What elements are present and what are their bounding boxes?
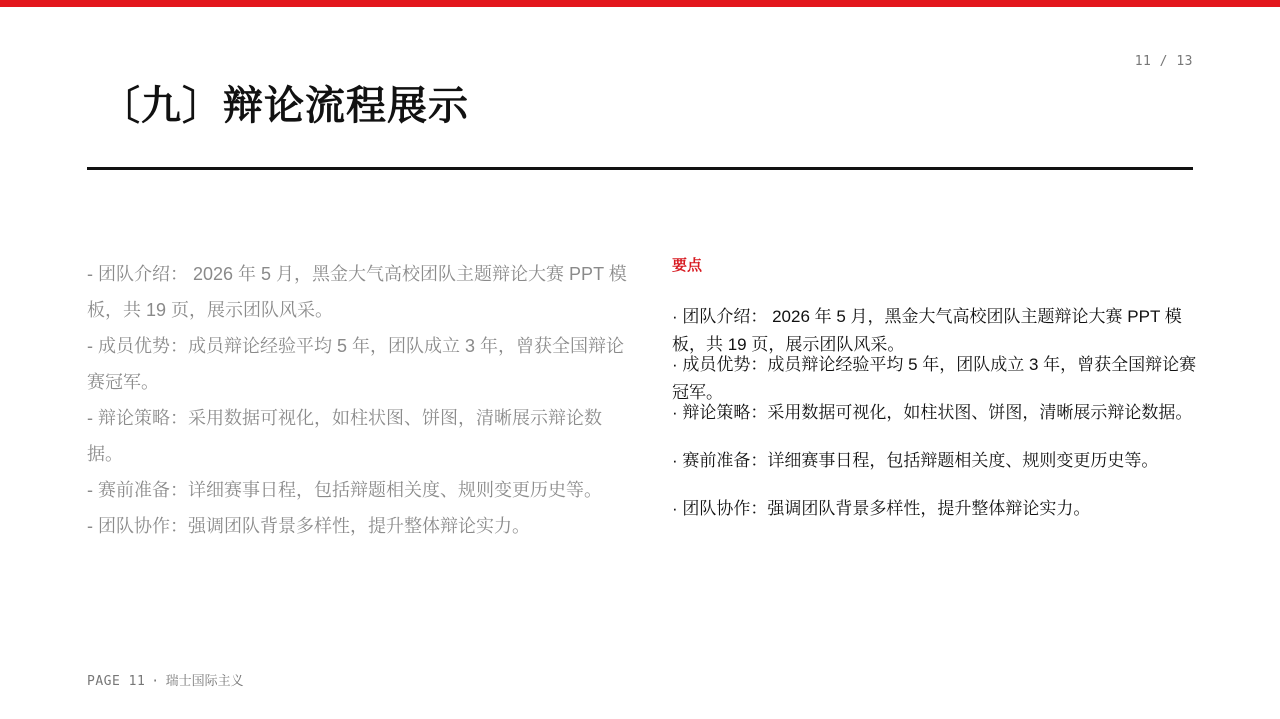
key-point-preparation: · 赛前准备：详细赛事日程，包括辩题相关度、规则变更历史等。 [672, 451, 1159, 470]
content-item-member-strengths: - 成员优势：成员辩论经验平均 5 年，团队成立 3 年，曾获全国辩论赛冠军。 [87, 336, 625, 392]
key-point-member-strengths: · 成员优势：成员辩论经验平均 5 年，团队成立 3 年，曾获全国辩论赛冠军。 [672, 355, 1197, 402]
footer-separator: · [151, 674, 160, 689]
key-points-list [672, 303, 1202, 543]
key-point-team-intro: · 团队介绍： 2026 年 5 月，黑金大气高校团队主题辩论大赛 PPT 模板，共 19 页，展示团队风采。 [672, 307, 1182, 354]
content-item-team-intro: - 团队介绍： 2026 年 5 月，黑金大气高校团队主题辩论大赛 PPT 模板，共 19 页，展示团队风采。 [87, 264, 627, 320]
footer-page-label: PAGE 11 [87, 674, 146, 689]
content-item-preparation: - 赛前准备：详细赛事日程，包括辩题相关度、规则变更历史等。 [87, 480, 602, 500]
content-list [87, 256, 627, 544]
key-point-teamwork: · 团队协作：强调团队背景多样性，提升整体辩论实力。 [672, 499, 1091, 518]
key-points-label: 要点 [672, 256, 703, 274]
top-accent-bar [0, 0, 1280, 7]
content-item-debate-strategy: - 辩论策略：采用数据可视化，如柱状图、饼图，清晰展示辩论数据。 [87, 408, 602, 464]
slide-title: 〔九〕辩论流程展示 [100, 83, 469, 129]
footer [87, 670, 244, 689]
key-points-panel [672, 253, 1202, 543]
content-item-teamwork: - 团队协作：强调团队背景多样性，提升整体辩论实力。 [87, 516, 530, 536]
key-point-debate-strategy: · 辩论策略：采用数据可视化，如柱状图、饼图，清晰展示辩论数据。 [672, 403, 1193, 422]
footer-brand: 瑞士国际主义 [165, 674, 244, 689]
page-counter: 11 / 13 [1134, 54, 1193, 69]
title-divider [87, 167, 1193, 170]
